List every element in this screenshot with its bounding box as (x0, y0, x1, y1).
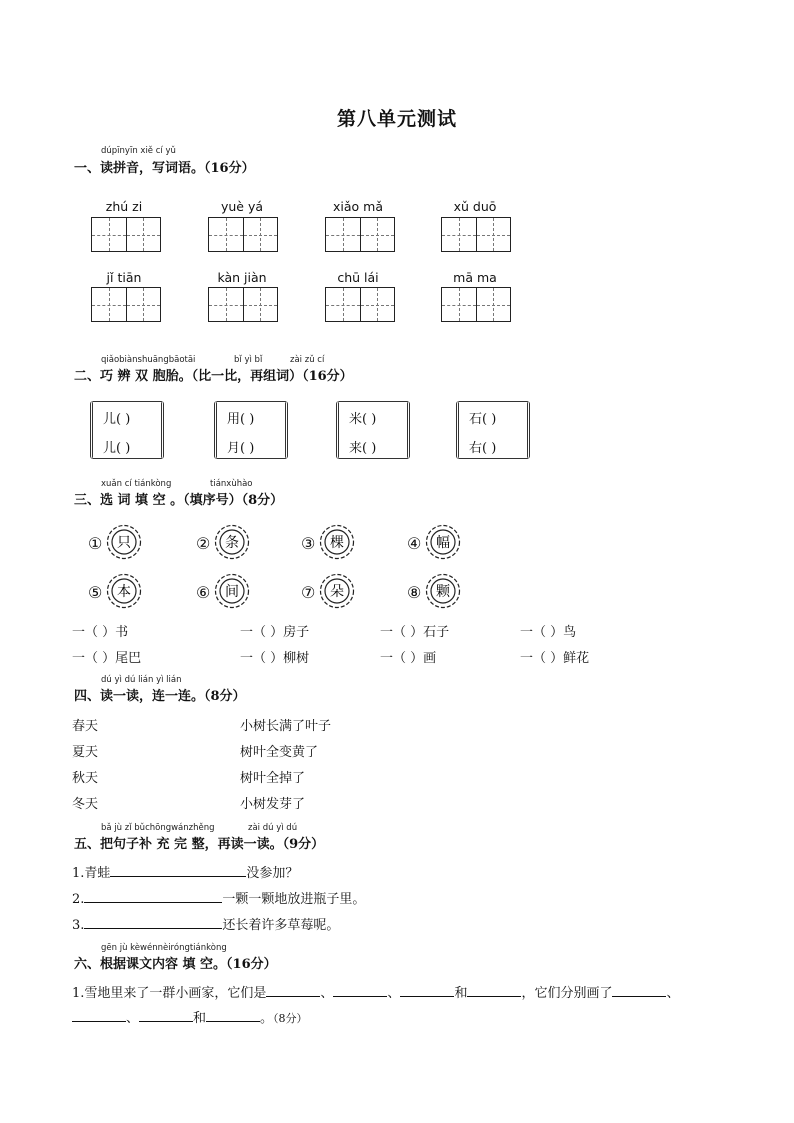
s1-pinyin-word-7: chū lái (337, 270, 379, 285)
painter-blank-3[interactable] (400, 983, 454, 997)
pair-card-1 (90, 401, 164, 459)
flower-option-7 (318, 572, 356, 610)
option-char-3: 棵 (330, 535, 344, 551)
sentence-2-pre: 2. (72, 892, 85, 907)
option-char-7: 朵 (330, 584, 344, 600)
sentence-3-blank[interactable] (84, 915, 222, 929)
writing-grid-1[interactable] (91, 217, 161, 252)
flower-option-2 (213, 523, 251, 561)
painter-blank-1[interactable] (266, 983, 320, 997)
points-label: （8分） (273, 1012, 308, 1025)
pair-top-2[interactable]: 用( ) (227, 412, 255, 427)
writing-grid-7[interactable] (325, 287, 395, 322)
option-number-4: ④ (407, 534, 422, 553)
separator: 、 (126, 1011, 140, 1026)
s5-pinyin-b: zài dú yì dú (248, 823, 298, 833)
s1-pinyin-word-5: jǐ tiān (106, 270, 142, 285)
option-char-5: 本 (117, 584, 131, 600)
sentence-3-post: 还长着许多草莓呢。 (222, 918, 340, 933)
fill-blank-2[interactable]: 一（ ）房子 (240, 625, 310, 640)
s6-heading: 六、根据课文内容 填 空。（16分） (74, 957, 277, 972)
sentence-1-post: 没参加？ (246, 866, 299, 881)
page-title: 第八单元测试 (336, 108, 457, 130)
s2-pinyin-c: zài zǔ cí (290, 355, 325, 365)
pair-card-2 (214, 401, 288, 459)
painter-blank-2[interactable] (333, 983, 387, 997)
passage-line-2 (72, 1007, 308, 1026)
s5-heading: 五、把句子补 充 完 整，再读一读。（9分） (74, 837, 325, 852)
fill-blank-7[interactable]: 一（ ）画 (380, 651, 437, 666)
pair-bottom-3[interactable]: 来( ) (349, 441, 377, 456)
s3-heading: 三、选 词 填 空 。（填序号）（8分） (74, 493, 284, 508)
sentence-2-post: 一颗一颗地放进瓶子里。 (222, 892, 366, 907)
s3-pinyin-b: tiánxùhào (210, 479, 253, 489)
sentence-3-pre: 3. (72, 918, 85, 933)
separator: 、 (666, 986, 680, 1001)
flower-option-8 (424, 572, 462, 610)
flower-option-1 (105, 523, 143, 561)
writing-grid-6[interactable] (208, 287, 278, 322)
s1-pinyin-word-8: mā ma (453, 270, 497, 285)
pair-top-4[interactable]: 石( ) (469, 412, 497, 427)
s1-pinyin-word-1: zhú zi (105, 199, 143, 214)
option-char-1: 只 (117, 535, 131, 551)
season-left-4[interactable]: 冬天 (72, 797, 99, 812)
s1-pinyin: dúpīnyīn xiě cí yǔ (101, 146, 176, 156)
option-char-6: 间 (225, 584, 239, 600)
pair-card-3 (336, 401, 410, 459)
fill-blank-8[interactable]: 一（ ）鲜花 (520, 651, 590, 666)
sentence-2-blank[interactable] (84, 889, 222, 903)
pair-bottom-1[interactable]: 儿( ) (103, 441, 131, 456)
option-char-8: 颗 (436, 584, 450, 600)
option-number-1: ① (88, 534, 103, 553)
s1-pinyin-word-2: yuè yá (220, 199, 264, 214)
sentence-1-pre: 1.青蛙 (72, 866, 111, 881)
flower-option-3 (318, 523, 356, 561)
option-number-5: ⑤ (88, 583, 103, 602)
option-number-7: ⑦ (301, 583, 316, 602)
pair-bottom-2[interactable]: 月( ) (227, 441, 255, 456)
writing-grid-8[interactable] (441, 287, 511, 322)
drawing-blank-4[interactable] (206, 1008, 260, 1022)
fill-blank-5[interactable]: 一（ ）尾巴 (72, 651, 142, 666)
pair-bottom-4[interactable]: 右( ) (469, 441, 497, 456)
sentence-1-blank[interactable] (110, 863, 246, 877)
s6-pinyin: gēn jù kèwénnèiróngtiánkòng (101, 943, 227, 953)
drawing-blank-2[interactable] (72, 1008, 126, 1022)
s2-heading: 二、巧 辨 双 胞胎。（比一比，再组词）（16分） (74, 369, 353, 384)
fill-blank-1[interactable]: 一（ ）书 (72, 625, 129, 640)
flower-option-6 (213, 572, 251, 610)
writing-grid-4[interactable] (441, 217, 511, 252)
sentence-3 (72, 914, 339, 933)
option-char-4: 幅 (436, 535, 450, 551)
s1-pinyin-word-3: xiǎo mǎ (333, 199, 383, 214)
passage-line-1-text-b: ，它们分别画了 (521, 986, 613, 1001)
s2-pinyin-a: qiǎobiànshuāngbāotāi (101, 355, 196, 365)
s4-pinyin: dú yì dú lián yì lián (101, 675, 182, 685)
season-left-1[interactable]: 春天 (72, 719, 99, 734)
writing-grid-2[interactable] (208, 217, 278, 252)
option-number-3: ③ (301, 534, 316, 553)
fill-blank-4[interactable]: 一（ ）鸟 (520, 625, 577, 640)
fill-blank-3[interactable]: 一（ ）石子 (380, 625, 450, 640)
drawing-blank-3[interactable] (139, 1008, 193, 1022)
option-number-8: ⑧ (407, 583, 422, 602)
separator: 、 (320, 986, 334, 1001)
option-number-6: ⑥ (196, 583, 211, 602)
pair-card-4 (456, 401, 530, 459)
option-number-2: ② (196, 534, 211, 553)
passage-line-1-text: 1.雪地里来了一群小画家，它们是 (72, 986, 267, 1001)
painter-blank-4[interactable] (467, 983, 521, 997)
writing-grid-3[interactable] (325, 217, 395, 252)
s2-pinyin-b: bǐ yì bǐ (234, 355, 263, 365)
flower-option-4 (424, 523, 462, 561)
s1-heading: 一、读拼音，写词语。（16分） (74, 161, 255, 176)
flower-option-5 (105, 572, 143, 610)
pair-top-1[interactable]: 儿( ) (103, 412, 131, 427)
s3-pinyin-a: xuǎn cí tiánkòng (101, 479, 172, 489)
drawing-blank-1[interactable] (612, 983, 666, 997)
s4-heading: 四、读一读，连一连。（8分） (74, 689, 246, 704)
option-char-2: 条 (225, 535, 239, 551)
season-left-2[interactable]: 夏天 (72, 745, 99, 760)
s1-pinyin-word-4: xǔ duō (453, 199, 497, 214)
fill-blank-6[interactable]: 一（ ）柳树 (240, 651, 310, 666)
end-mark: 。 (260, 1011, 274, 1026)
s1-pinyin-word-6: kàn jiàn (217, 270, 267, 285)
pair-top-3[interactable]: 米( ) (349, 412, 377, 427)
season-left-3[interactable]: 秋天 (72, 771, 99, 786)
and-word: 和 (454, 986, 468, 1001)
s5-pinyin-a: bǎ jù zǐ bǔchōngwánzhěng (101, 823, 215, 833)
sentence-1 (72, 862, 298, 881)
sentence-2 (72, 888, 365, 907)
and-word: 和 (193, 1011, 207, 1026)
season-right-1[interactable]: 小树长满了叶子 (240, 719, 332, 734)
separator: 、 (387, 986, 401, 1001)
season-right-4[interactable]: 小树发芽了 (240, 797, 306, 812)
season-right-3[interactable]: 树叶全掉了 (240, 771, 306, 786)
season-right-2[interactable]: 树叶全变黄了 (240, 745, 319, 760)
writing-grid-5[interactable] (91, 287, 161, 322)
passage-line-1 (72, 982, 679, 1001)
